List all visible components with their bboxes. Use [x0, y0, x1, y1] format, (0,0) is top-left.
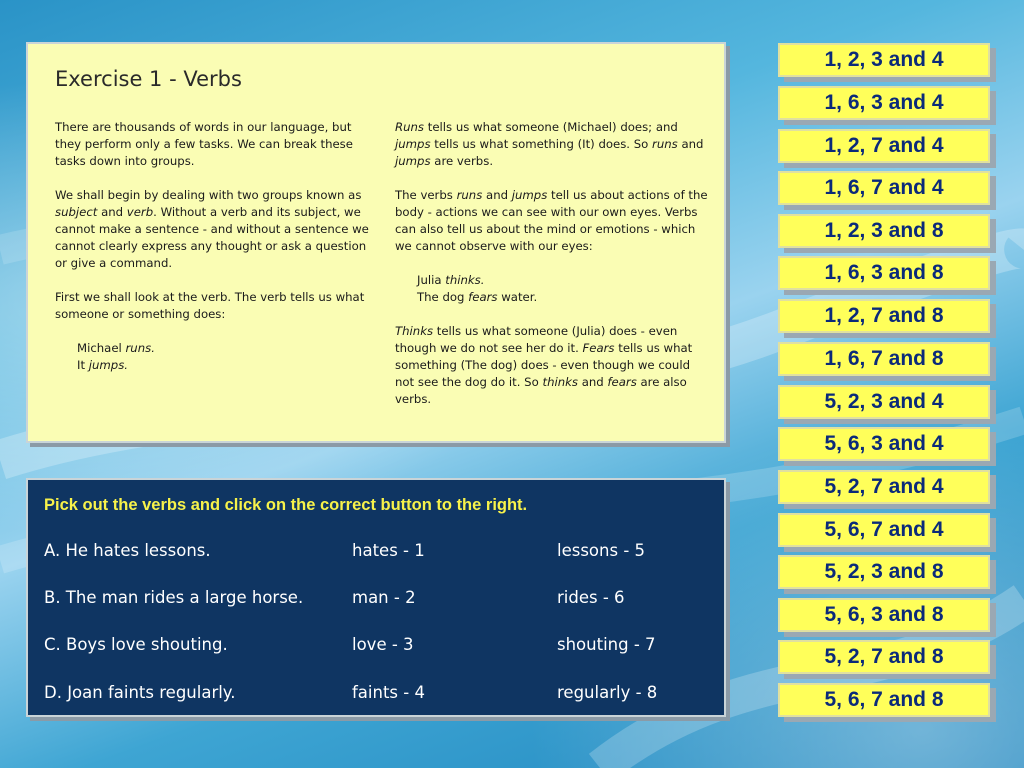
reading-column-left: [55, 119, 370, 374]
task-sentence: C. Boys love shouting.: [44, 635, 228, 654]
answer-button[interactable]: 5, 6, 3 and 4: [778, 427, 990, 461]
paragraph: The verbs runs and jumps tell us about actions of the body - actions we can see with our own eyes. Verbs can also tell us about the mind or emotions - which we cannot observe with our eyes:: [395, 188, 708, 253]
answer-button[interactable]: 5, 6, 7 and 4: [778, 513, 990, 547]
answer-button[interactable]: 1, 6, 3 and 4: [778, 86, 990, 120]
task-panel: [26, 478, 726, 717]
task-option: hates - 1: [352, 541, 425, 560]
example-line: Michael runs.: [77, 341, 155, 355]
task-option: shouting - 7: [557, 635, 656, 654]
answer-button[interactable]: 1, 2, 3 and 8: [778, 214, 990, 248]
task-option: man - 2: [352, 588, 416, 607]
answer-button[interactable]: 5, 6, 3 and 8: [778, 598, 990, 632]
answer-button[interactable]: 5, 2, 3 and 4: [778, 385, 990, 419]
answer-button[interactable]: 1, 2, 7 and 4: [778, 129, 990, 163]
paragraph: First we shall look at the verb. The verb tells us what someone or something does:: [55, 290, 365, 321]
task-sentence: B. The man rides a large horse.: [44, 588, 304, 607]
task-sentence: A. He hates lessons.: [44, 541, 211, 560]
answer-button[interactable]: 1, 6, 7 and 8: [778, 342, 990, 376]
task-option: faints - 4: [352, 683, 425, 702]
task-option: love - 3: [352, 635, 414, 654]
task-option: regularly - 8: [557, 683, 658, 702]
paragraph: Thinks tells us what someone (Julia) does - even though we do not see her do it. Fears tells us what something (The dog) does - even though we could not see the dog do it. So thinks and fears are also verbs.: [395, 324, 693, 406]
answer-button[interactable]: 1, 2, 3 and 4: [778, 43, 990, 77]
answer-button[interactable]: 1, 2, 7 and 8: [778, 299, 990, 333]
answer-button[interactable]: 5, 6, 7 and 8: [778, 683, 990, 717]
answer-button[interactable]: 5, 2, 7 and 4: [778, 470, 990, 504]
example-line: The dog fears water.: [417, 290, 538, 304]
example-line: It jumps.: [77, 358, 129, 372]
answer-button[interactable]: 5, 2, 3 and 8: [778, 555, 990, 589]
paragraph: Runs tells us what someone (Michael) does; and jumps tells us what something (It) does. So runs and jumps are verbs.: [395, 120, 704, 168]
answer-button[interactable]: 5, 2, 7 and 8: [778, 640, 990, 674]
paragraph: There are thousands of words in our language, but they perform only a few tasks. We can break these tasks down into groups.: [55, 120, 353, 168]
example-line: Julia thinks.: [417, 273, 485, 287]
reading-column-right: [395, 119, 710, 425]
task-sentence: D. Joan faints regularly.: [44, 683, 236, 702]
exercise-title: Exercise 1 - Verbs: [55, 67, 242, 91]
answer-button[interactable]: 1, 6, 7 and 4: [778, 171, 990, 205]
task-option: lessons - 5: [557, 541, 646, 560]
paragraph: We shall begin by dealing with two groups known as subject and verb. Without a verb and its subject, we cannot make a sentence - and without a sentence we cannot clearly express any thought or ask a question or give a command.: [55, 188, 369, 270]
task-option: rides - 6: [557, 588, 625, 607]
reading-panel: [26, 42, 726, 443]
task-instruction: Pick out the verbs and click on the correct button to the right.: [44, 496, 528, 514]
answer-button[interactable]: 1, 6, 3 and 8: [778, 256, 990, 290]
